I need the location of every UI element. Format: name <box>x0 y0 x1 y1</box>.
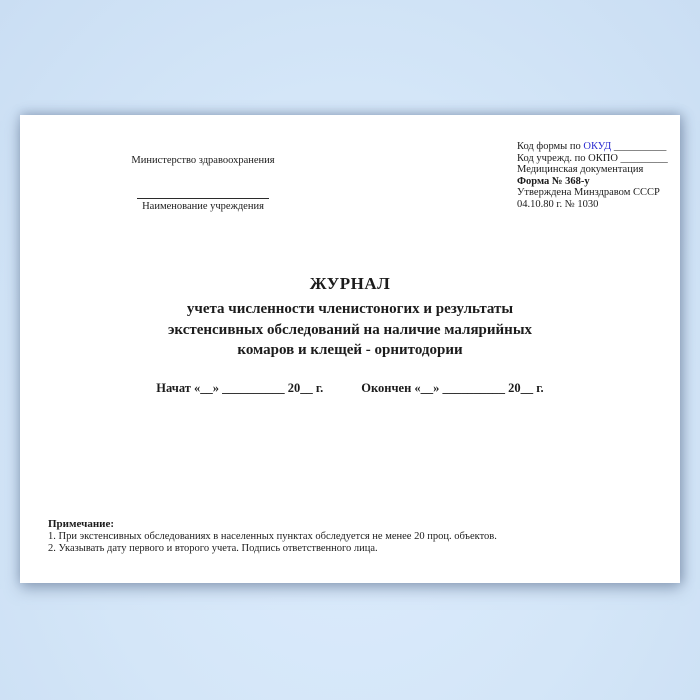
form-number-line: Форма № 368-у <box>517 175 590 187</box>
okud-link[interactable]: ОКУД <box>583 141 612 152</box>
document-page <box>20 115 680 583</box>
approved-line: Утверждена Минздравом СССР <box>517 187 660 198</box>
ministry-label: Министерство здравоохранения <box>131 155 275 166</box>
subtitle-line-3: комаров и клещей - орнитодории <box>237 342 463 358</box>
okpo-code-line: Код учрежд. по ОКПО _________ <box>517 152 668 164</box>
okud-blank: __________ <box>613 141 667 152</box>
notes-block <box>48 518 648 556</box>
date-started-blank: Начат «__» __________ 20__ г. <box>156 381 324 395</box>
date-finished-blank: Окончен «__» __________ 20__ г. <box>361 381 544 395</box>
notes-heading: Примечание: <box>48 518 115 530</box>
subtitle-line-2: экстенсивных обследований на наличие малярийных <box>167 321 533 338</box>
journal-title: ЖУРНАЛ <box>309 274 391 293</box>
institution-caption: Наименование учреждения <box>142 201 264 212</box>
title-block <box>20 275 680 361</box>
ministry-block <box>120 155 286 213</box>
note-item-2: 2. Указывать дату первого и второго учета. Подпись ответственного лица. <box>48 543 378 554</box>
codes-block <box>517 141 673 210</box>
dates-row <box>20 381 680 396</box>
institution-blank-line <box>137 198 269 199</box>
okud-code-line <box>517 141 673 153</box>
subtitle-line-1: учета численности членистоногих и результаты <box>186 301 514 317</box>
okud-prefix: Код формы по <box>517 141 581 152</box>
note-item-1: 1. При экстенсивных обследованиях в населенных пунктах обследуется не менее 20 проц. объектов. <box>48 530 497 542</box>
journal-subtitle <box>20 299 680 361</box>
med-doc-line: Медицинская документация <box>517 164 644 175</box>
approved-date-line: 04.10.80 г. № 1030 <box>517 198 599 210</box>
